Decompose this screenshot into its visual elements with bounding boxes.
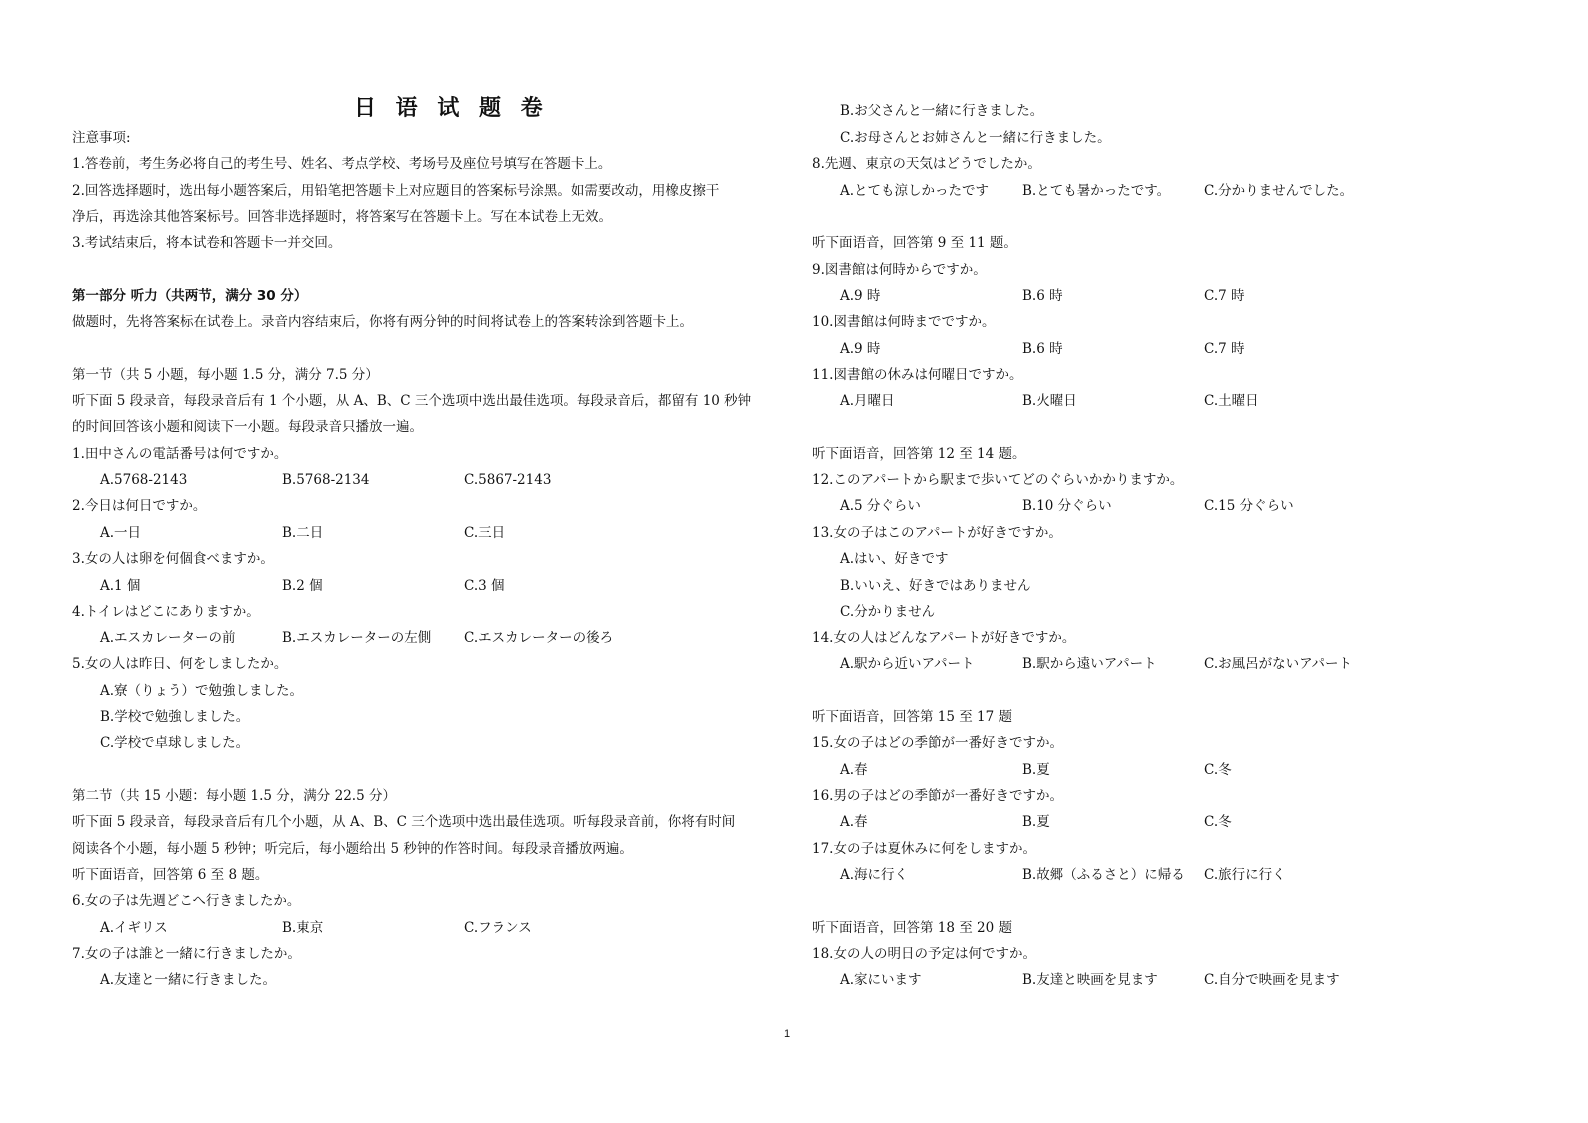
question-10: 10.図書館は何時までですか。 [812,314,996,330]
note-item: 2.回答选择题时，选出每小题答案后，用铅笔把答题卡上对应题目的答案标号涂黑。如需要改动，用橡皮擦干 [72,183,720,199]
group-instruction: 听下面语音，回答第 12 至 14 题。 [812,446,1026,462]
question-12: 12.このアパートから駅まで歩いてどのぐらいかかりますか。 [812,472,1184,488]
option-b: B.5768-2134 [282,472,370,488]
question-15: 15.女の子はどの季節が一番好きですか。 [812,735,1063,751]
option-a: A.9 時 [840,288,881,304]
option-b: B.夏 [1022,814,1050,830]
option-a: A.5 分ぐらい [840,498,921,514]
question-16: 16.男の子はどの季節が一番好きですか。 [812,788,1063,804]
option-c: C.学校で卓球しました。 [100,735,250,751]
option-a: A.9 時 [840,341,881,357]
option-c: C.5867-2143 [464,472,552,488]
question-14: 14.女の人はどんなアパートが好きですか。 [812,630,1076,646]
option-a: A.5768-2143 [100,472,188,488]
part1-instruction: 做题时，先将答案标在试卷上。录音内容结束后，你将有两分钟的时间将试卷上的答案转涂到答题卡上。 [72,314,693,330]
option-b: B.二日 [282,525,324,541]
option-b: B.エスカレーターの左側 [282,630,432,646]
option-b: B.夏 [1022,762,1050,778]
option-a: A.一日 [100,525,142,541]
option-a: A.家にいます [840,972,922,988]
option-a: A.寮（りょう）で勉強しました。 [100,683,304,699]
option-c: C.分かりませんでした。 [1204,183,1354,199]
option-b: B.6 時 [1022,341,1063,357]
option-c: C.フランス [464,920,532,936]
option-c: C.冬 [1204,814,1232,830]
option-a: A.春 [840,814,868,830]
options-row-2 [72,520,792,546]
question-13: 13.女の子はこのアパートが好きですか。 [812,525,1062,541]
group-instruction: 听下面语音，回答第 6 至 8 题。 [72,867,269,883]
option-a: A.とても涼しかったです [840,183,990,199]
options-row-9 [812,283,1532,309]
option-a: A.エスカレーターの前 [100,630,236,646]
option-c: C.3 個 [464,578,505,594]
group-instruction: 听下面语音，回答第 15 至 17 题 [812,709,1013,725]
options-row-12 [812,493,1532,519]
option-c: C.お母さんとお姉さんと一緒に行きました。 [840,130,1111,146]
note-item: 1.答卷前，考生务必将自己的考生号、姓名、考点学校、考场号及座位号填写在答题卡上。 [72,156,612,172]
option-c: C.7 時 [1204,341,1245,357]
note-item: 净后，再选涂其他答案标号。回答非选择题时，将答案写在答题卡上。写在本试卷上无效。 [72,209,612,225]
option-a: A.月曜日 [840,393,895,409]
section2-instruction: 阅读各个小题，每小题 5 秒钟；听完后，每小题给出 5 秒钟的作答时间。每段录音播放两遍。 [72,841,633,857]
question-8: 8.先週、東京の天気はどうでしたか。 [812,156,1041,172]
question-6: 6.女の子は先週どこへ行きましたか。 [72,893,301,909]
option-c: C.エスカレーターの後ろ [464,630,614,646]
option-a: A.海に行く [840,867,909,883]
question-7: 7.女の子は誰と一緒に行きましたか。 [72,946,301,962]
option-c: C.自分で映画を見ます [1204,972,1340,988]
question-17: 17.女の子は夏休みに何をしますか。 [812,841,1036,857]
question-4: 4.トイレはどこにありますか。 [72,604,260,620]
option-c: C.お風呂がないアパート [1204,656,1353,672]
page-title: 日 语 试 题 卷 [354,96,549,121]
note-item: 3.考试结束后，将本试卷和答题卡一并交回。 [72,235,342,251]
option-c: C.三日 [464,525,506,541]
group-instruction: 听下面语音，回答第 18 至 20 题 [812,920,1013,936]
option-c: C.15 分ぐらい [1204,498,1294,514]
section1-heading: 第一节（共 5 小题，每小题 1.5 分，满分 7.5 分） [72,367,379,383]
option-b: B.故郷（ふるさと）に帰る [1022,867,1185,883]
option-b: B.友達と映画を見ます [1022,972,1158,988]
options-row-8 [812,178,1532,204]
option-c: C.土曜日 [1204,393,1259,409]
page-number: 1 [784,1028,791,1040]
section1-instruction: 听下面 5 段录音，每段录音后有 1 个小题，从 A、B、C 三个选项中选出最佳选项。每段录音后，都留有 10 秒钟 [72,393,752,409]
option-c: C.旅行に行く [1204,867,1286,883]
options-row-18 [812,967,1532,993]
option-b: B.火曜日 [1022,393,1077,409]
option-c: C.分かりません [840,604,936,620]
options-row-14 [812,651,1532,677]
option-a: A.友達と一緒に行きました。 [100,972,277,988]
option-c: C.7 時 [1204,288,1245,304]
option-b: B.お父さんと一緒に行きました。 [840,103,1044,119]
question-11: 11.図書館の休みは何曜日ですか。 [812,367,1023,383]
options-row-3 [72,573,792,599]
option-c: C.冬 [1204,762,1232,778]
option-b: B.6 時 [1022,288,1063,304]
option-b: B.学校で勉強しました。 [100,709,250,725]
section2-heading: 第二节（共 15 小题：每小题 1.5 分，满分 22.5 分） [72,788,396,804]
question-3: 3.女の人は卵を何個食べますか。 [72,551,274,567]
option-b: B.いいえ、好きではありません [840,578,1031,594]
option-a: A.駅から近いアパート [840,656,975,672]
option-a: A.1 個 [100,578,141,594]
question-5: 5.女の人は昨日、何をしましたか。 [72,656,288,672]
option-b: B.10 分ぐらい [1022,498,1112,514]
options-row-6 [72,915,792,941]
group-instruction: 听下面语音，回答第 9 至 11 题。 [812,235,1017,251]
option-b: B.2 個 [282,578,323,594]
options-row-11 [812,388,1532,414]
options-row-15 [812,757,1532,783]
notes-heading: 注意事项: [72,130,131,146]
options-row-16 [812,809,1532,835]
question-9: 9.図書館は何時からですか。 [812,262,987,278]
part1-heading: 第一部分 听力（共两节，满分 30 分） [72,288,308,304]
question-1: 1.田中さんの電話番号は何ですか。 [72,446,288,462]
option-a: A.イギリス [100,920,168,936]
section2-instruction: 听下面 5 段录音，每段录音后有几个小题，从 A、B、C 三个选项中选出最佳选项。听每段录音前，你将有时间 [72,814,736,830]
option-b: B.駅から遠いアパート [1022,656,1157,672]
option-b: B.とても暑かったです。 [1022,183,1171,199]
question-18: 18.女の人の明日の予定は何ですか。 [812,946,1036,962]
options-row-17 [812,862,1532,888]
option-b: B.東京 [282,920,324,936]
option-a: A.春 [840,762,868,778]
options-row-10 [812,336,1532,362]
question-2: 2.今日は何日ですか。 [72,498,207,514]
options-row-4 [72,625,792,651]
option-a: A.はい、好きです [840,551,949,567]
options-row-1 [72,467,792,493]
section1-instruction: 的时间回答该小题和阅读下一小题。每段录音只播放一遍。 [72,419,423,435]
